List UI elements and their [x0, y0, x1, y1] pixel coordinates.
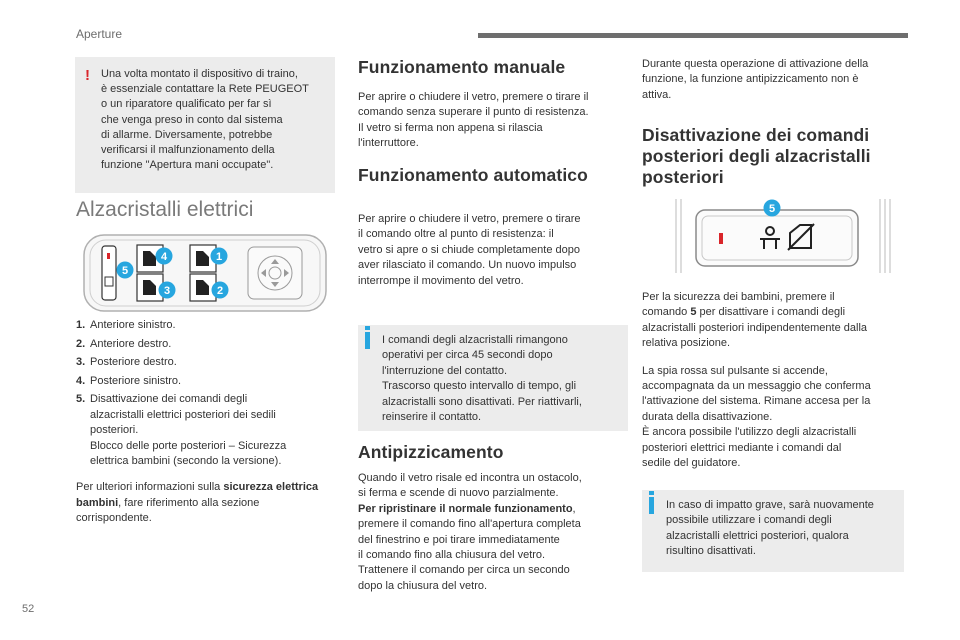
header-bar — [478, 33, 908, 38]
warning-box — [75, 57, 335, 193]
callout-1: 1 — [215, 251, 223, 263]
manual-title: Funzionamento manuale — [358, 57, 566, 77]
page-number: 52 — [22, 603, 35, 615]
info-box-timing — [358, 325, 628, 431]
list-text: Disattivazione dei comandi degli alzacristalli elettrici posteriori dei sedili posteriori. Blocco delle porte posteriori – Sicurezza elettrica bambini (secondo la versione). — [90, 393, 287, 467]
mirror-control — [248, 247, 302, 299]
list-number: 3. — [76, 356, 86, 368]
list-item — [76, 374, 338, 390]
deactivation-para-2: La spia rossa sul pulsante si accende, accompagnata da un messaggio che conferma l'attivazione del sistema. Rimane accesa per la durata della disattivazione. È ancora possibile l'utilizzo degli alzacristalli posteriori elettrici mediante i comandi dal sedile del guidatore. — [642, 364, 871, 470]
deactivation-text — [642, 290, 904, 471]
para1-start: Per la sicurezza dei bambini, premere il comando — [642, 291, 835, 319]
para1-end: per disattivare i comandi degli alzacristalli posteriori indipendentemente dalla relativa posizione. — [642, 306, 868, 350]
switch-list — [76, 318, 338, 473]
automatic-title: Funzionamento automatico — [358, 165, 588, 185]
antipinch-text — [358, 471, 628, 594]
antipinch-text-2: , premere il comando fino all'apertura completa del finestrino e poi tirare immediatamente il comando fino alla chiusura del vetro. Trattenere il comando per circa un secondo dopo la chiusura del vetro. — [358, 502, 581, 592]
safety-switch — [102, 246, 116, 300]
list-item — [76, 355, 338, 371]
list-number: 2. — [76, 337, 86, 350]
para1-bold: 5 — [690, 306, 697, 319]
window-switch-panel-illustration — [82, 233, 328, 313]
antipinch-bold: Per ripristinare il normale funzionamento — [358, 502, 573, 515]
callout-2: 2 — [216, 285, 224, 297]
red-led — [719, 233, 723, 244]
list-item — [76, 337, 338, 353]
callout-5: 5 — [121, 265, 129, 277]
list-item — [76, 392, 338, 470]
info-icon — [365, 332, 370, 349]
deactivation-para-1 — [642, 290, 904, 352]
info-text: I comandi degli alzacristalli rimangono operativi per circa 45 secondi dopo l'interruzione del contatto. Trascorso questo intervallo di tempo, gli alzacristalli sono disattivati. Per riattivarli, reinserire il contatto. — [382, 334, 582, 424]
automatic-text: Per aprire o chiudere il vetro, premere o tirare il comando oltre al punto di resistenza: il vetro si apre o si chiude completamente dopo aver rilasciato il comando. Un nuovo impulso interrompe il movimento del vetro. — [358, 213, 581, 287]
deactivation-title: Disattivazione dei comandi posteriori degli alzacristalli posteriori — [642, 125, 871, 187]
automatic-section — [358, 165, 628, 289]
list-item — [76, 318, 338, 334]
list-number: 4. — [76, 374, 86, 387]
antipinch-section — [358, 442, 628, 594]
reference-paragraph — [76, 480, 338, 527]
info-text: In caso di impatto grave, sarà nuovamente possibile utilizzare i comandi degli alzacristalli elettrici posteriori, qualora risultino disattivati. — [666, 499, 874, 558]
manual-section — [358, 57, 628, 152]
list-text: Posteriore sinistro. — [90, 374, 182, 387]
antipinch-title: Antipizzicamento — [358, 442, 504, 462]
col3-intro — [642, 57, 904, 103]
list-number: 1. — [76, 319, 86, 331]
warning-icon: ! — [85, 67, 90, 84]
list-text: Anteriore destro. — [90, 337, 172, 350]
list-number: 5. — [76, 393, 86, 405]
antipinch-text-1: Quando il vetro risale ed incontra un ostacolo, si ferma e scende di nuovo parzialmente. — [358, 472, 582, 500]
intro-text: Durante questa operazione di attivazione della funzione, la funzione antipizzicamento non è attiva. — [642, 58, 869, 101]
section-header: Aperture — [76, 27, 123, 41]
child-lock-switch-illustration — [668, 195, 898, 275]
deactivation-section — [642, 125, 904, 188]
reference-link-text: sicurezza elettrica bambini — [76, 481, 319, 509]
info-box-impact — [642, 490, 904, 572]
list-text: Posteriore destro. — [90, 356, 177, 368]
reference-text: Per ulteriori informazioni sulla — [76, 481, 224, 493]
callout-4: 4 — [160, 251, 168, 263]
callout-3: 3 — [163, 285, 171, 297]
windows-title: Alzacristalli elettrici — [76, 198, 254, 221]
warning-text: Una volta montato il dispositivo di traino, è essenziale contattare la Rete PEUGEOT o un riparatore qualificato per far sì che venga preso in conto dal sistema di allarme. Diversamente, potrebbe verificarsi il malfunzionamento della funzione "Apertura mani occupate". — [101, 68, 309, 172]
reference-text-end: , fare riferimento alla sezione corrispondente. — [76, 496, 260, 524]
manual-text: Per aprire o chiudere il vetro, premere o tirare il comando senza superare il punto di resistenza. Il vetro si ferma non appena si rilascia l'interruttore. — [358, 91, 589, 150]
info-icon — [649, 497, 654, 514]
list-text: Anteriore sinistro. — [90, 319, 176, 331]
callout-5: 5 — [768, 203, 776, 215]
